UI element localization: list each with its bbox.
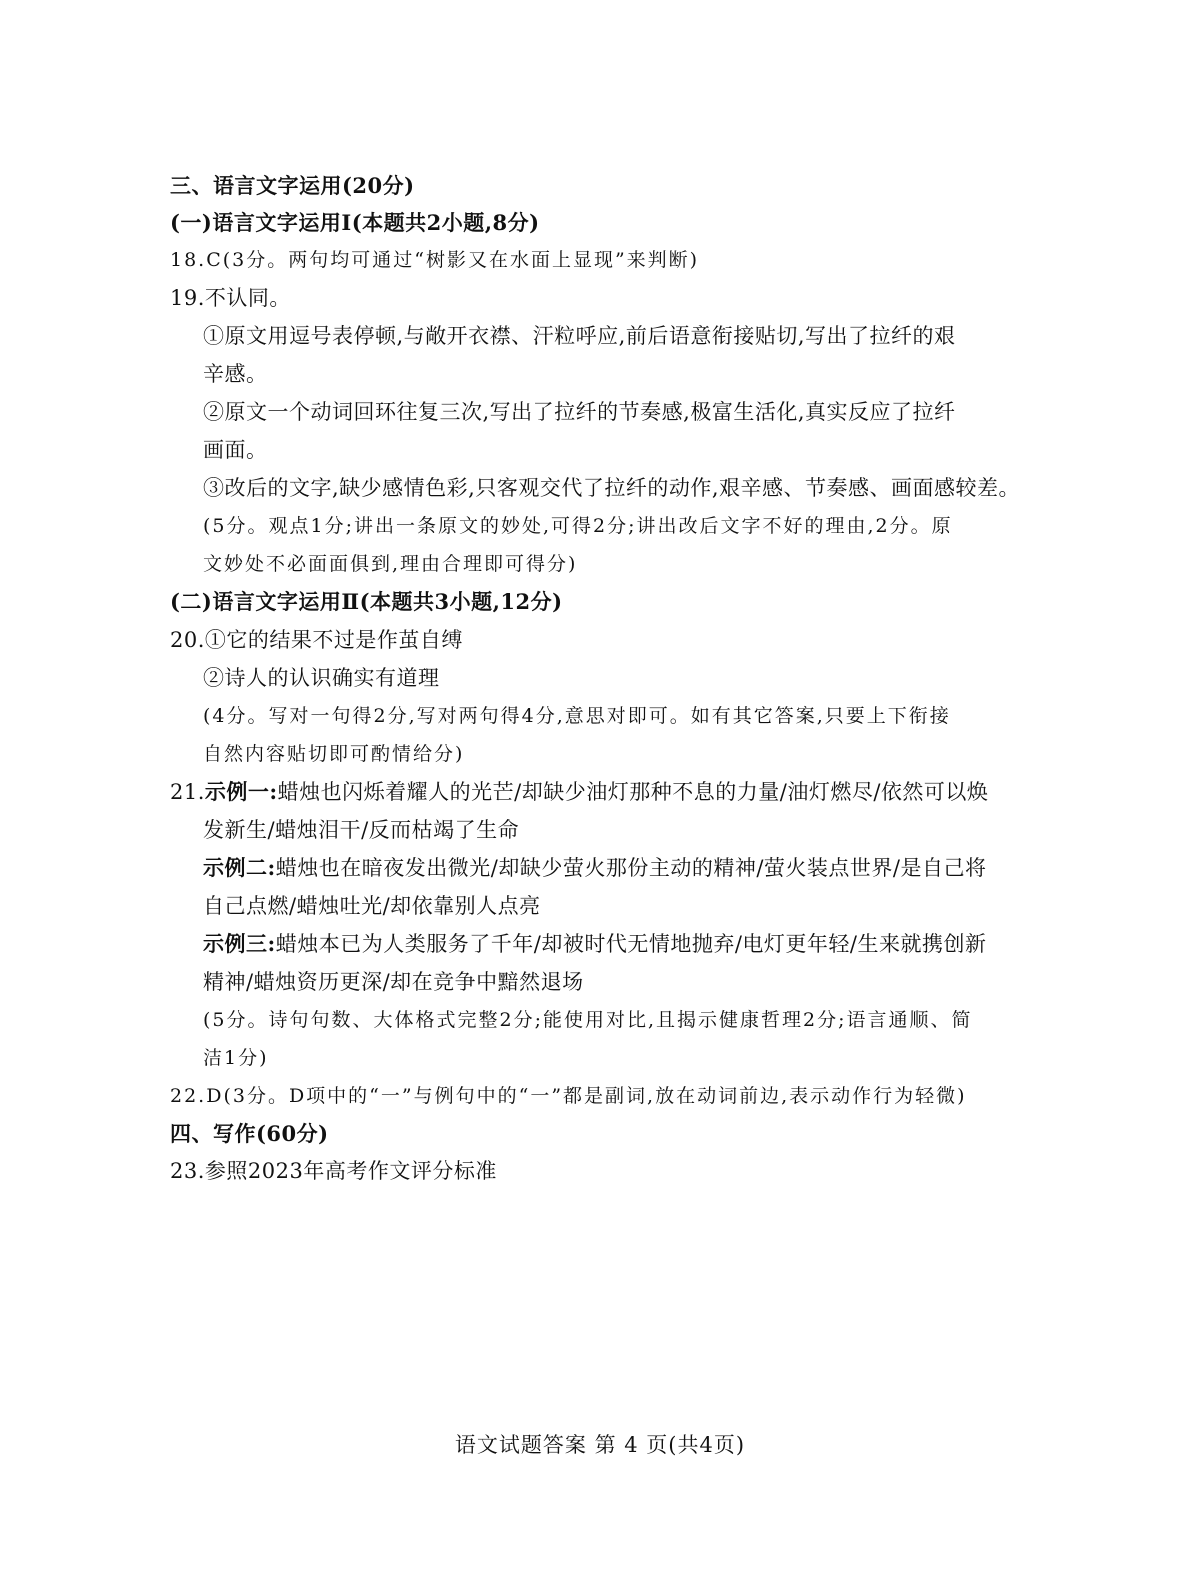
- q19-point-2-line-1: ②原文一个动词回环往复三次,写出了拉纤的节奏感,极富生活化,真实反应了拉纤: [203, 400, 956, 424]
- q19-point-2-line-2: 画面。: [203, 438, 268, 462]
- q21-example-2-line-1: [203, 854, 987, 882]
- q21-example-1-text: 蜡烛也闪烁着耀人的光芒/却缺少油灯那种不息的力量/油灯燃尽/依然可以焕: [277, 780, 989, 804]
- q18-answer: 18.C(3分。两句均可通过“树影又在水面上显现”来判断): [170, 249, 700, 271]
- q21-example-3-line-1: [203, 930, 987, 958]
- q21-example-3-text: 蜡烛本已为人类服务了千年/却被时代无情地抛弃/电灯更年轻/生来就携创新: [275, 932, 987, 956]
- q21-note-line-1: (5分。诗句句数、大体格式完整2分;能使用对比,且揭示健康哲理2分;语言通顺、简: [203, 1009, 973, 1031]
- q21-example-3-label: 示例三:: [203, 931, 276, 956]
- q20-note-line-1: (4分。写对一句得2分,写对两句得4分,意思对即可。如有其它答案,只要上下衔接: [203, 705, 951, 727]
- q19-point-3: ③改后的文字,缺少感情色彩,只客观交代了拉纤的动作,艰辛感、节奏感、画面感较差。: [203, 476, 1021, 500]
- q23-answer: 23.参照2023年高考作文评分标准: [170, 1159, 497, 1183]
- q22-answer: 22.D(3分。D项中的“一”与例句中的“一”都是副词,放在动词前边,表示动作行为轻微): [170, 1085, 967, 1107]
- q21-example-3-line-2: 精神/蜡烛资历更深/却在竞争中黯然退场: [203, 970, 584, 994]
- q21-example-2-text: 蜡烛也在暗夜发出微光/却缺少萤火那份主动的精神/萤火装点世界/是自己将: [275, 856, 987, 880]
- q19-point-1-line-1: ①原文用逗号表停顿,与敞开衣襟、汗粒呼应,前后语意衔接贴切,写出了拉纤的艰: [203, 324, 956, 348]
- q20-note-line-2: 自然内容贴切即可酌情给分): [203, 743, 465, 765]
- page-footer: 语文试题答案 第 4 页(共4页): [454, 1433, 746, 1457]
- part-2-heading: (二)语言文字运用Ⅱ(本题共3小题,12分): [170, 589, 563, 614]
- q21-example-1-line-2: 发新生/蜡烛泪干/反而枯竭了生命: [203, 818, 520, 842]
- q19-note-line-1: (5分。观点1分;讲出一条原文的妙处,可得2分;讲出改后文字不好的理由,2分。原: [203, 515, 953, 537]
- q20-line-2: ②诗人的认识确实有道理: [203, 666, 440, 690]
- q21-example-1-label: 示例一:: [204, 779, 278, 804]
- q21-note-line-2: 洁1分): [203, 1047, 269, 1069]
- q21-number: 21.: [170, 780, 205, 804]
- q19-note-line-2: 文妙处不必面面俱到,理由合理即可得分): [203, 553, 578, 575]
- q19-point-1-line-2: 辛感。: [203, 362, 268, 386]
- section-3-heading: 三、语言文字运用(20分): [170, 173, 415, 198]
- q21-example-2-line-2: 自己点燃/蜡烛吐光/却依靠别人点亮: [203, 894, 541, 918]
- q19-answer: 19.不认同。: [170, 286, 291, 310]
- section-4-heading: 四、写作(60分): [170, 1121, 329, 1146]
- q21-example-1-line-1: [170, 778, 988, 806]
- q21-example-2-label: 示例二:: [203, 855, 276, 880]
- part-1-heading: (一)语言文字运用Ⅰ(本题共2小题,8分): [170, 210, 540, 235]
- q20-line-1: 20.①它的结果不过是作茧自缚: [170, 628, 463, 652]
